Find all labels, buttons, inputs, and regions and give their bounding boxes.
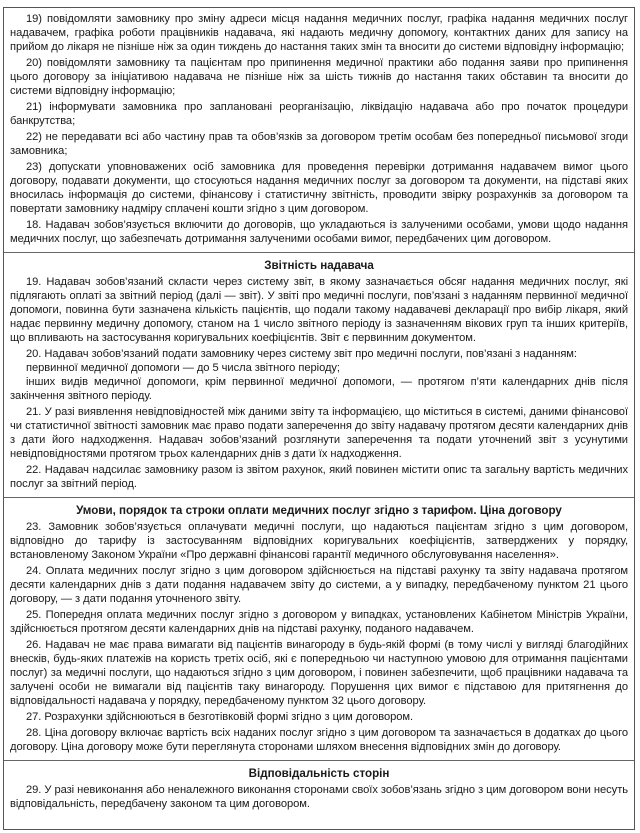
paragraph-23-payment: 23. Замовник зобов’язується оплачувати медичні послуги, що надаються пацієнтам згідно з цим договором, відповідно до тарифу із застосуванням відповідних коригувальних коефіцієнтів, затверджених у порядку, встановленому Законом України «Про державні фінансові гарантії медичного обслуговування населення». (10, 521, 628, 561)
paragraph-22-report: 22. Надавач надсилає замовнику разом із звітом рахунок, який повинен містити опис та загальну вартість медичних послуг за звітний період. (10, 464, 628, 490)
reporting-section (10, 259, 628, 491)
payment-section (10, 504, 628, 754)
paragraph-19: 19) повідомляти замовнику про зміну адреси місця надання медичних послуг, графіка надання медичних послуг надавачем, графіка роботи працівників надавача, які надають медичну допомогу, контактних даних для запису на прийом до лікаря не пізніше ніж за один тиждень до настання таких змін та вносити до системи відповідну інформацію; (10, 13, 628, 53)
paragraph-20-primary: первинної медичної допомоги — до 5 числа звітного періоду; (26, 362, 340, 374)
obligations-section (10, 12, 628, 246)
paragraph-23: 23) допускати уповноважених осіб замовника для проведення перевірки дотримання надавачем вимог цього договору, подавати документи, що стосуються надання медичних послуг за договором та документи, на підставі яких вносилась інформація до системи, фінансову і статистичну звітність, проводити звірку розрахунків за договором та повертати замовнику надміру сплачені кошти згідно з цим договором. (10, 161, 628, 215)
section-divider (4, 760, 634, 761)
paragraph-20-report: 20. Надавач зобов’язаний подати замовнику через систему звіт про медичні послуги, пов’язані з наданням: (26, 348, 577, 360)
paragraph-20: 20) повідомляти замовнику та пацієнтам про припинення медичної практики або подання заяви про припинення цього договору за ініціативою надавача не пізніше ніж за шість тижнів до настання таких обставин та вносити до системи відповідну інформацію; (10, 57, 628, 97)
paragraph-21-report: 21. У разі виявлення невідповідностей між даними звіту та інформацією, що міститься в системі, даними фінансової чи статистичної звітності замовник має право подати заперечення до звіту надавачу протягом десяти календарних днів з дати його надходження. Надавач зобов’язаний розглянути заперечення та подати уточнений звіт з усунутими невідповідностями протягом трьох календарних днів з дати їх надходження. (10, 406, 628, 460)
paragraph-27-payment: 27. Розрахунки здійснюються в безготівковій формі згідно з цим договором. (26, 711, 414, 723)
paragraph-24-payment: 24. Оплата медичних послуг згідно з цим договором здійснюється на підставі рахунку та звіту надавача протягом десяти календарних днів з дати подання надавачем звіту до системи, а у випадку, передбаченому пунктом 21 цього договору, — з дати подання уточненого звіту. (10, 565, 628, 605)
section-divider (4, 497, 634, 498)
document-page (3, 7, 635, 830)
paragraph-26-payment: 26. Надавач не має права вимагати від пацієнтів винагороду в будь-якій формі (в тому числі у вигляді благодійних внесків, будь-яких платежів на користь третіх осіб, які є попередньою чи наступною умовою для отримання пацієнтами послуг) за медичні послуги, що надаються згідно з цим договором, і повинен забезпечити, щоб працівники надавача та залучені особи не вимагали від пацієнтів таку винагороду. Порушення цих вимог є підставою для притягнення до відповідальності надавача у порядку, передбаченому пунктом 32 цього договору. (10, 639, 628, 707)
paragraph-21: 21) інформувати замовника про заплановані реорганізацію, ліквідацію надавача або про початок процедури банкрутства; (10, 101, 628, 127)
paragraph-20-other: інших видів медичної допомоги, крім первинної медичної допомоги, — протягом п’яти календарних днів після закінчення звітного періоду. (10, 376, 628, 402)
section-heading: Звітність надавача (264, 259, 374, 272)
paragraph-28-payment: 28. Ціна договору включає вартість всіх наданих послуг згідно з цим договором та зазначається в додатках до цього договору. Ціна договору може бути переглянута сторонами шляхом внесення відповідних змін до договору. (10, 727, 628, 753)
liability-section (10, 767, 628, 811)
paragraph-19-report: 19. Надавач зобов’язаний скласти через систему звіт, в якому зазначається обсяг надання медичних послуг, які підлягають оплаті за звітний період (далі — звіт). У звіті про медичні послуги, пов’язані з наданням первинної медичної допомоги, повинна бути зазначена кількість пацієнтів, що подали такому надавачеві декларації про вибір лікаря, який надає первинну медичну допомогу, станом на 1 число звітного періоду із зазначенням вікових груп та інших критеріїв, що впливають на застосування коригувальних коефіцієнтів. Звіт є первинним документом. (10, 276, 628, 344)
section-heading: Відповідальність сторін (248, 767, 390, 780)
paragraph-29-liability: 29. У разі невиконання або неналежного виконання сторонами своїх зобов’язань згідно з цим договором вони несуть відповідальність, передбачену законом та цим договором. (10, 784, 628, 810)
section-divider (4, 252, 634, 253)
section-heading: Умови, порядок та строки оплати медичних послуг згідно з тарифом. Ціна договору (76, 504, 562, 517)
paragraph-25-payment: 25. Попередня оплата медичних послуг згідно з договором у випадках, установлених Кабінетом Міністрів України, здійснюється протягом десяти календарних днів на підставі рахунку, поданого надавачем. (10, 609, 628, 635)
paragraph-18: 18. Надавач зобов’язується включити до договорів, що укладаються із залученими особами, умови щодо надання медичних послуг, що забезпечать дотримання залученими особами вимог, передбачених цим договором. (10, 219, 628, 245)
paragraph-22: 22) не передавати всі або частину прав та обов’язків за договором третім особам без попередньої письмової згоди замовника; (10, 131, 628, 157)
